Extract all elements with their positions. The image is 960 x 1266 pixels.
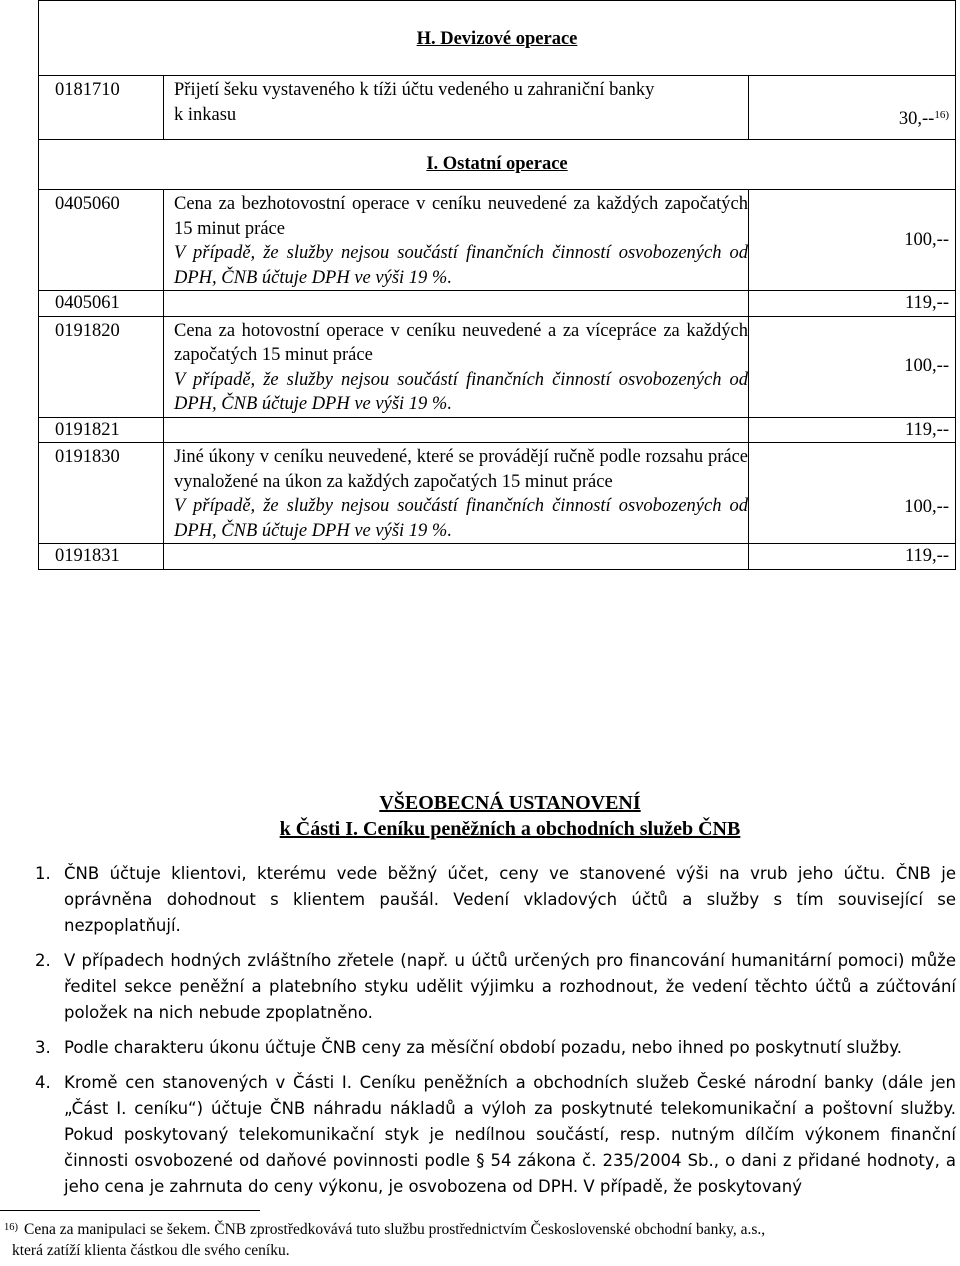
price-value: 30,-- bbox=[898, 108, 935, 129]
item-price: 100,-- bbox=[749, 316, 956, 417]
item-code: 0405061 bbox=[39, 291, 164, 317]
item-description bbox=[164, 417, 749, 443]
desc-line: k inkasu bbox=[174, 104, 237, 125]
item-description bbox=[164, 316, 749, 417]
item-description bbox=[164, 544, 749, 570]
footnote-line: která zatíží klienta částkou dle svého ceníku. bbox=[12, 1242, 290, 1259]
item-price: 100,-- bbox=[749, 190, 956, 291]
table-row bbox=[39, 544, 956, 570]
table-row bbox=[39, 76, 956, 140]
footnote-ref: 16) bbox=[934, 108, 949, 121]
item-code: 0191820 bbox=[39, 316, 164, 417]
fee-table bbox=[38, 0, 956, 570]
table-row bbox=[39, 417, 956, 443]
footnote-line bbox=[4, 1219, 934, 1240]
item-price bbox=[749, 76, 956, 140]
footnote bbox=[4, 1219, 934, 1261]
desc-text: Cena za hotovostní operace v ceníku neuvedené a za vícepráce za každých započatých 15 minut práce bbox=[174, 320, 748, 365]
provisions-list bbox=[35, 861, 956, 1200]
section-row-h bbox=[39, 1, 956, 76]
general-provisions-subtitle: k Části I. Ceníku peněžních a obchodních služeb ČNB bbox=[279, 818, 741, 840]
table-row bbox=[39, 291, 956, 317]
desc-text: Jiné úkony v ceníku neuvedené, které se provádějí ručně podle rozsahu práce vynaložené na úkon za každých započatých 15 minut práce bbox=[174, 447, 748, 492]
item-number: 2. bbox=[35, 951, 51, 970]
vat-note: V případě, že služby nejsou součástí finančních činností osvobozených od DPH, ČNB účtuje DPH ve výši 19 %. bbox=[174, 496, 748, 541]
desc-line: Přijetí šeku vystaveného k tíži účtu vedeného u zahraniční banky bbox=[174, 80, 655, 100]
vat-note: V případě, že služby nejsou součástí finančních činností osvobozených od DPH, ČNB účtuje DPH ve výši 19 %. bbox=[174, 369, 748, 414]
item-code: 0181710 bbox=[39, 76, 164, 140]
list-item bbox=[35, 861, 956, 939]
table-row bbox=[39, 443, 956, 544]
item-code: 0191821 bbox=[39, 417, 164, 443]
general-provisions-title: VŠEOBECNÁ USTANOVENÍ bbox=[379, 792, 641, 814]
item-number: 4. bbox=[35, 1073, 51, 1092]
item-description bbox=[164, 291, 749, 317]
item-description bbox=[164, 76, 749, 140]
vat-note: V případě, že služby nejsou součástí finančních činností osvobozených od DPH, ČNB účtuje DPH ve výši 19 %. bbox=[174, 243, 748, 288]
item-text: Podle charakteru úkonu účtuje ČNB ceny za měsíční období pozadu, nebo ihned po poskytnutí služby. bbox=[64, 1038, 902, 1057]
item-price: 100,-- bbox=[749, 443, 956, 544]
list-item bbox=[35, 1035, 956, 1061]
section-row-i bbox=[39, 140, 956, 190]
item-price: 119,-- bbox=[749, 417, 956, 443]
item-price: 119,-- bbox=[749, 544, 956, 570]
footnote-divider bbox=[0, 1210, 260, 1211]
general-provisions bbox=[35, 790, 956, 1209]
footnote-mark: 16) bbox=[4, 1222, 18, 1233]
item-number: 3. bbox=[35, 1038, 51, 1057]
table-row bbox=[39, 316, 956, 417]
footnote-text: Cena za manipulaci se šekem. ČNB zprostředkovává tuto službu prostřednictvím Československé obchodní banky, a.s., bbox=[24, 1221, 766, 1238]
item-text: Kromě cen stanovených v Části I. Ceníku peněžních a obchodních služeb České národní banky (dále jen „Část I. ceníku“) účtuje ČNB náhradu nákladů a výloh za poskytnuté telekomunikační a poštovní služby. Pokud poskytovaný telekomunikační styk je nedílnou součástí, resp. nutným dílčím výkonem finanční činnosti osvobozené od daňové povinnosti podle § 54 zákona č. 235/2004 Sb., o dani z přidané hodnoty, a jeho cena je zahrnuta do ceny výkonu, je osvobozena od DPH. V případě, že poskytovaný bbox=[64, 1073, 956, 1196]
section-heading-i: I. Ostatní operace bbox=[39, 140, 956, 190]
item-code: 0405060 bbox=[39, 190, 164, 291]
item-description bbox=[164, 443, 749, 544]
list-item bbox=[35, 948, 956, 1026]
table-row bbox=[39, 190, 956, 291]
item-text: ČNB účtuje klientovi, kterému vede běžný účet, ceny ve stanovené výši na vrub jeho účtu. ČNB je oprávněna dohodnout s klientem paušál. Vedení vkladových účtů a služby s tím související se nezpoplatňují. bbox=[64, 864, 956, 935]
section-heading-h: H. Devizové operace bbox=[39, 1, 956, 76]
desc-text: Cena za bezhotovostní operace v ceníku neuvedené za každých započatých 15 minut práce bbox=[174, 194, 748, 239]
item-code: 0191830 bbox=[39, 443, 164, 544]
list-item bbox=[35, 1070, 956, 1200]
item-price: 119,-- bbox=[749, 291, 956, 317]
item-number: 1. bbox=[35, 864, 51, 883]
item-text: V případech hodných zvláštního zřetele (např. u účtů určených pro financování humanitární pomoci) může ředitel sekce peněžní a platebního styku udělit výjimku a rozhodnout, že vedení těchto účtů a zúčtování položek na nich nebude zpoplatněno. bbox=[64, 951, 956, 1022]
item-code: 0191831 bbox=[39, 544, 164, 570]
item-description bbox=[164, 190, 749, 291]
